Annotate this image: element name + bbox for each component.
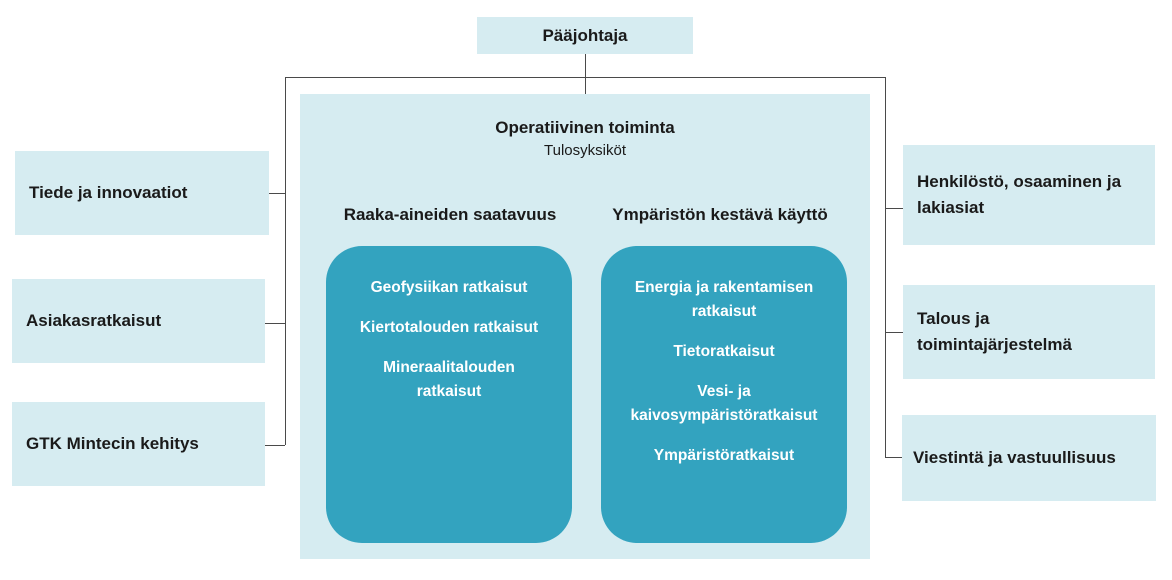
right-unit-hr-legal-label: Henkilöstö, osaaminen ja lakiasiat [917,172,1122,217]
left-unit-science-label: Tiede ja innovaatiot [29,183,188,202]
connector-left-1 [269,193,285,194]
left-unit-mintec-label: GTK Mintecin kehitys [26,434,199,453]
connector-right-3 [885,457,903,458]
connector-left-vertical [285,77,286,445]
connector-left-3 [265,445,285,446]
left-unit-science [15,151,269,235]
right-unit-communications [902,415,1156,501]
unit-geophysics: Geofysiikan ratkaisut [370,279,528,296]
connector-left-2 [265,323,285,324]
column-heading-environment: Ympäristön kestävä käyttö [612,205,828,224]
unit-water-mining-environment: Vesi- ja kaivosympäristöratkaisut [630,383,818,424]
director-general-label: Pääjohtaja [542,25,628,45]
unit-environment: Ympäristöratkaisut [653,447,795,464]
connector-right-1 [885,208,903,209]
left-unit-customer-solutions [12,279,265,363]
director-general-box [477,17,693,54]
environment-units-pill [601,246,847,543]
connector-top-vertical [585,54,586,94]
connector-top-horizontal [285,77,886,78]
unit-mineral-economy: Mineraalitalouden ratkaisut [383,359,515,400]
right-unit-finance-label: Talous ja toimintajärjestelmä [917,309,1072,354]
right-unit-communications-label: Viestintä ja vastuullisuus [913,448,1116,467]
operations-box [300,94,870,559]
column-heading-raw-materials: Raaka-aineiden saatavuus [343,205,557,224]
operations-subtitle: Tulosyksiköt [544,142,626,159]
operations-title: Operatiivinen toiminta [495,118,675,137]
unit-information: Tietoratkaisut [673,343,775,360]
raw-materials-units-pill [326,246,572,543]
connector-right-vertical [885,77,886,457]
left-unit-mintec [12,402,265,486]
unit-circular-economy: Kiertotalouden ratkaisut [359,319,539,336]
connector-right-2 [885,332,903,333]
right-unit-hr-legal [903,145,1155,245]
right-unit-finance [903,285,1155,379]
unit-energy-construction: Energia ja rakentamisen ratkaisut [634,279,814,320]
left-unit-customer-solutions-label: Asiakasratkaisut [26,311,162,330]
